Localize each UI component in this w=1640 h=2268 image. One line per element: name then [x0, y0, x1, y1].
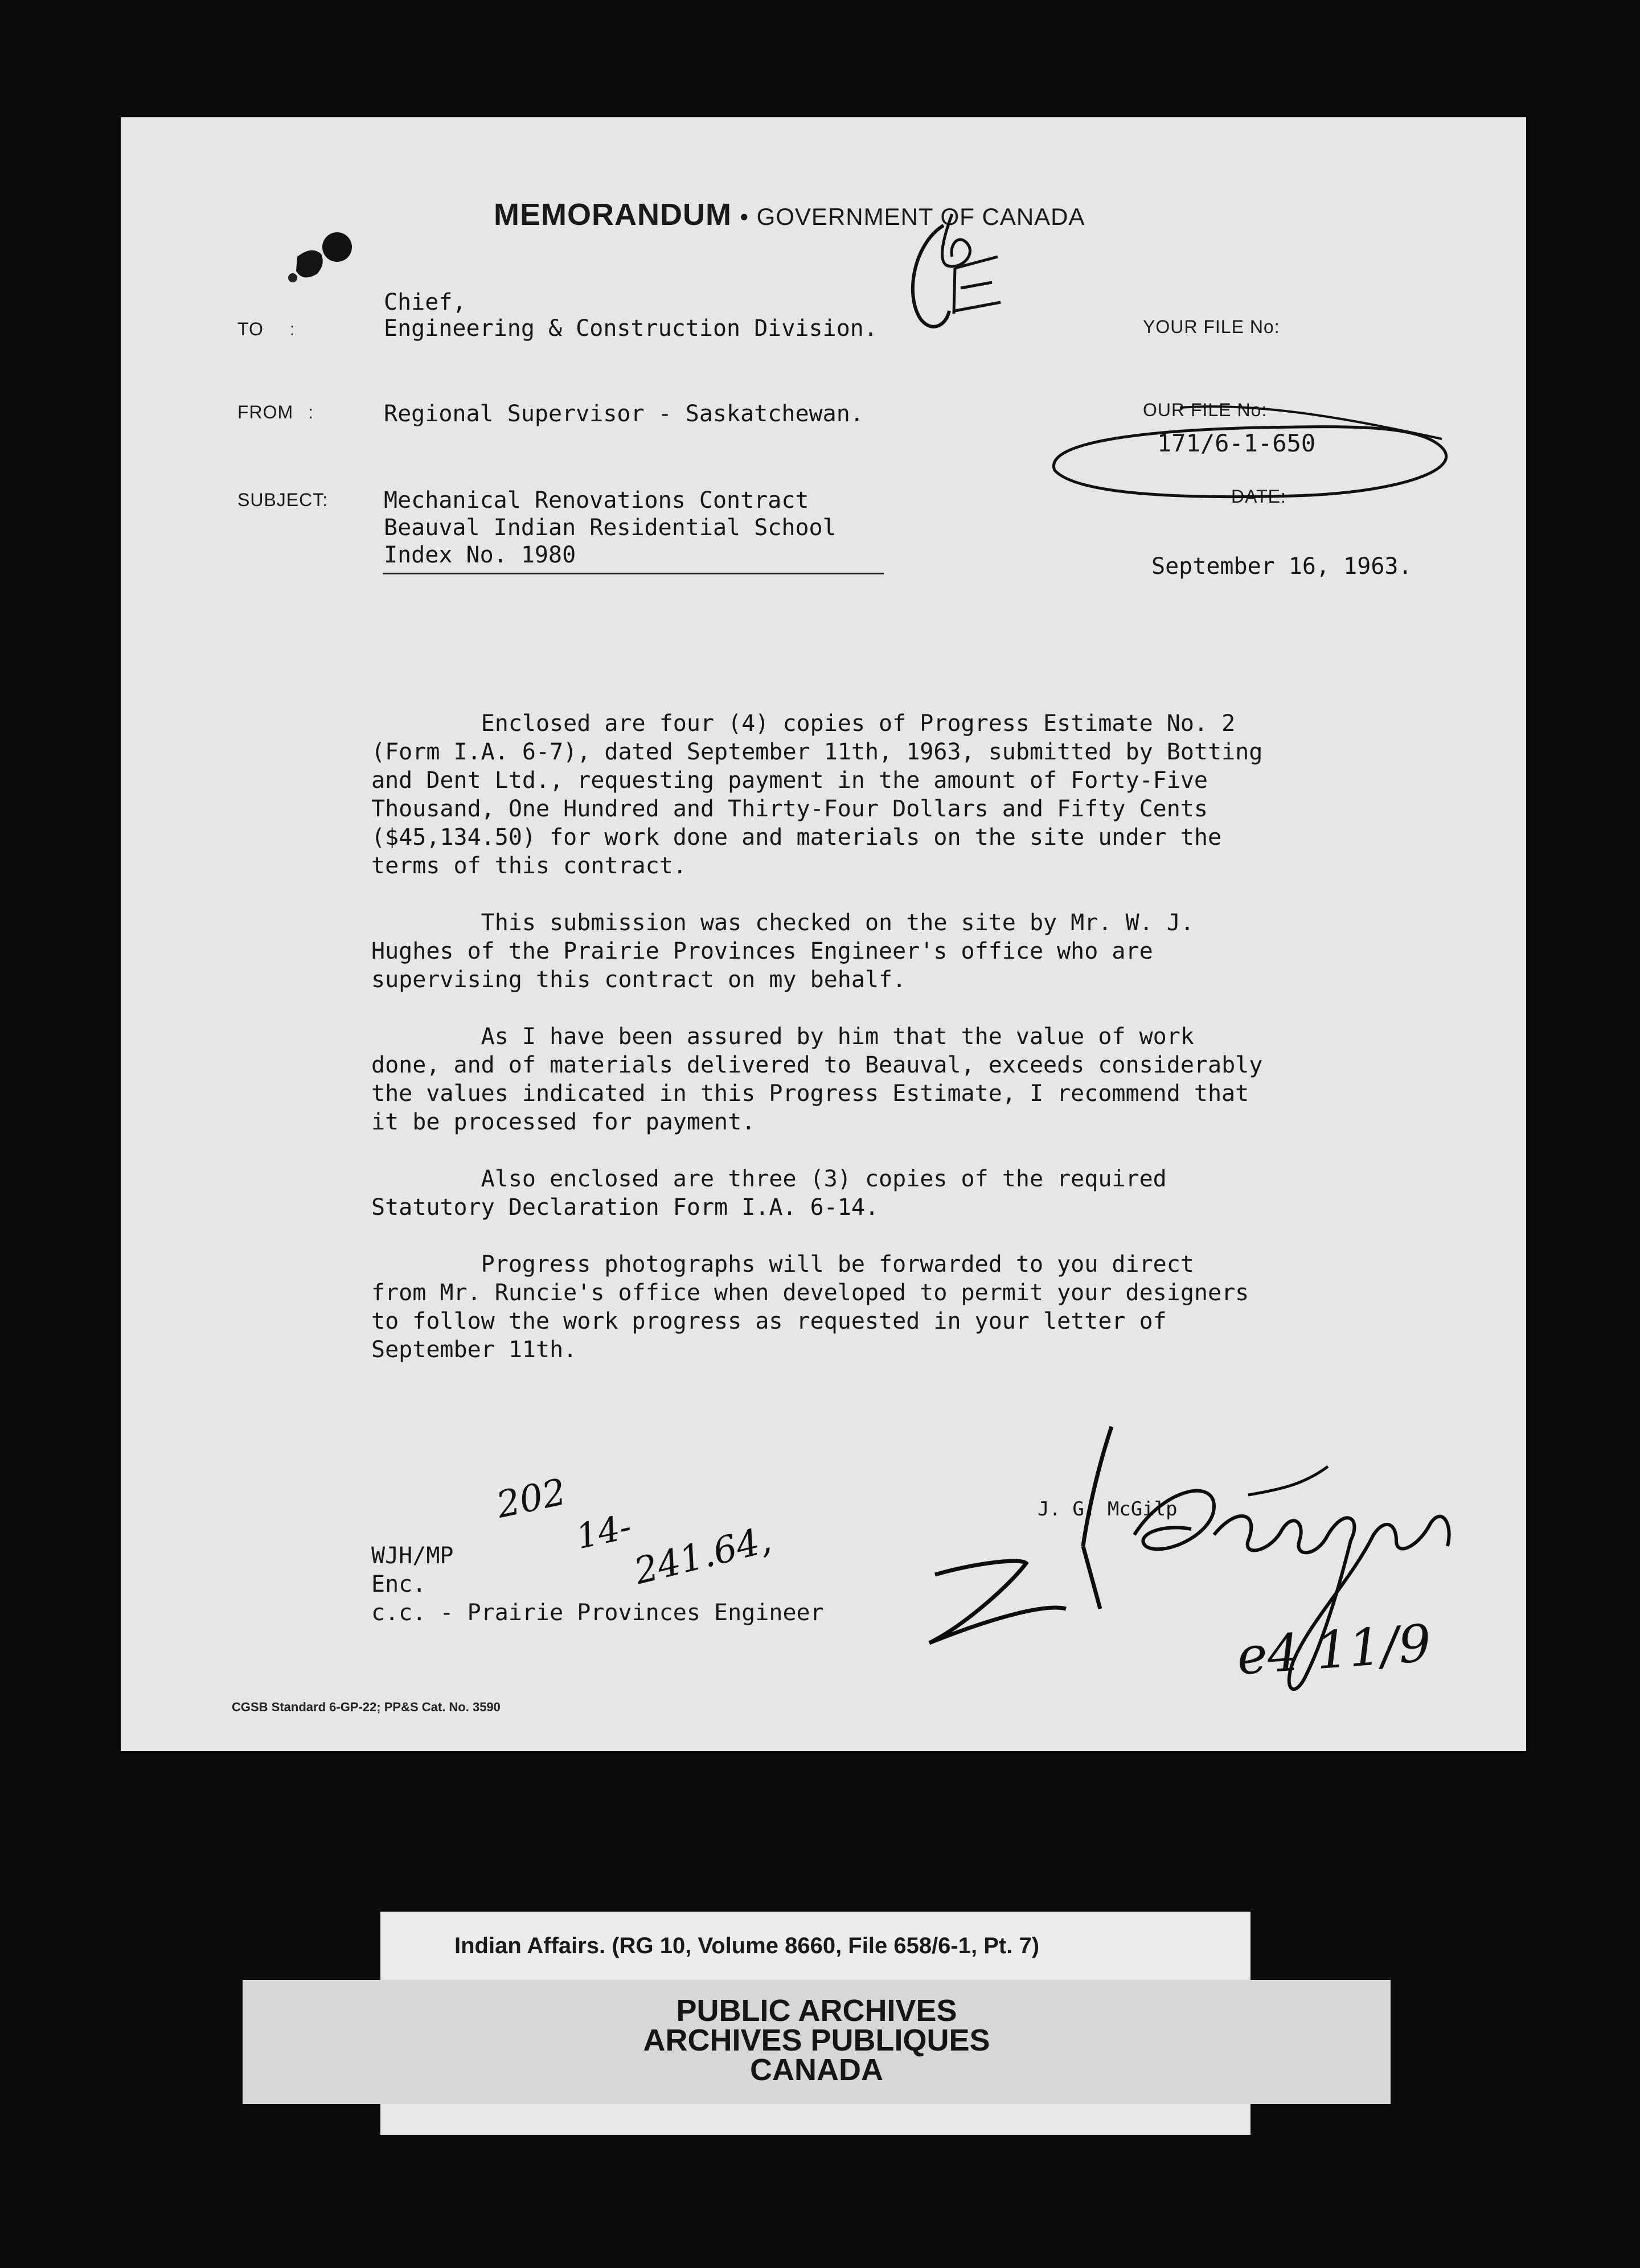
body-paragraph-3 [371, 1022, 1262, 1136]
from-value: Regional Supervisor - Saskatchewan. [384, 401, 864, 427]
date-label: DATE: [1231, 486, 1286, 507]
body-line: September 11th. [371, 1337, 577, 1363]
body-line: As I have been assured by him that the value of work [371, 1024, 1194, 1050]
typed-signatory-name: J. G. McGilp [1038, 1498, 1178, 1521]
body-paragraph-4 [371, 1165, 1262, 1222]
from-label: FROM : [237, 402, 314, 422]
handwritten-number-mid: 14- [572, 1506, 635, 1558]
your-file-label: YOUR FILE No: [1143, 317, 1280, 337]
memo-page [121, 117, 1526, 1751]
government-heading: GOVERNMENT OF CANADA [756, 203, 1085, 230]
body-line: This submission was checked on the site by Mr. W. J. [371, 910, 1194, 936]
archive-stamp-tail [380, 2104, 1250, 2135]
body-line: Progress photographs will be forwarded to you direct [371, 1251, 1194, 1277]
body-paragraph-1 [371, 709, 1262, 880]
body-line: terms of this contract. [371, 853, 687, 879]
body-paragraph-2 [371, 909, 1262, 994]
initials: WJH/MP [371, 1543, 454, 1569]
archive-line-2: ARCHIVES PUBLIQUES [643, 2023, 990, 2057]
our-file-label: OUR FILE No: [1143, 400, 1268, 420]
date-value: September 16, 1963. [1151, 553, 1412, 580]
body-line: Enclosed are four (4) copies of Progress Estimate No. 2 [371, 710, 1236, 737]
subject-underline [383, 573, 884, 574]
body-line: from Mr. Runcie's office when developed to permit your designers [371, 1280, 1249, 1306]
carbon-copy: c.c. - Prairie Provinces Engineer [371, 1600, 824, 1626]
to-label: TO : [237, 319, 296, 339]
archive-line-3: CANADA [750, 2053, 883, 2087]
handwritten-date-note: e4 11/9 [1235, 1613, 1433, 1687]
subject-label: SUBJECT: [237, 490, 329, 510]
body-line: Statutory Declaration Form I.A. 6-14. [371, 1194, 879, 1221]
body-line: to follow the work progress as requested in your letter of [371, 1308, 1167, 1334]
body-line: done, and of materials delivered to Beauval, exceeds considerably [371, 1052, 1263, 1078]
body-paragraph-5 [371, 1250, 1262, 1364]
file-number-oval [1032, 385, 1476, 510]
to-line-1: Chief, [384, 289, 466, 315]
archive-stamp [243, 1980, 1391, 2104]
body-line: ($45,134.50) for work done and materials on the site under the [371, 824, 1222, 850]
our-file-number: 171/6-1-650 [1157, 429, 1316, 457]
archive-line-1: PUBLIC ARCHIVES [676, 1994, 957, 2028]
body-line: Also enclosed are three (3) copies of the required [371, 1166, 1167, 1192]
memo-body [371, 709, 1262, 1392]
header-separator: • [740, 203, 749, 230]
body-line: supervising this contract on my behalf. [371, 967, 907, 993]
archive-reference: Indian Affairs. (RG 10, Volume 8660, File 658/6-1, Pt. 7) [454, 1933, 1040, 1958]
to-line-2: Engineering & Construction Division. [384, 315, 878, 342]
subject-line-3: Index No. 1980 [384, 542, 576, 568]
body-line: (Form I.A. 6-7), dated September 11th, 1963, submitted by Botting [371, 739, 1263, 765]
subject-line-2: Beauval Indian Residential School [384, 515, 837, 541]
handwritten-ce-mark [892, 203, 1006, 334]
body-line: and Dent Ltd., requesting payment in the amount of Forty-Five [371, 767, 1208, 794]
handwritten-number-bottom: 241.64, [630, 1518, 776, 1593]
enclosure: Enc. [371, 1571, 427, 1597]
body-line: it be processed for payment. [371, 1109, 756, 1135]
ink-blot [286, 231, 354, 294]
body-line: the values indicated in this Progress Estimate, I recommend that [371, 1080, 1249, 1107]
memo-title: MEMORANDUM [494, 198, 732, 232]
body-line: Hughes of the Prairie Provinces Engineer's office who are [371, 938, 1153, 964]
form-code: CGSB Standard 6-GP-22; PP&S Cat. No. 3590 [232, 1700, 501, 1714]
body-line: Thousand, One Hundred and Thirty-Four Dollars and Fifty Cents [371, 796, 1208, 822]
subject-line-1: Mechanical Renovations Contract [384, 487, 809, 513]
archive-reference-label [380, 1912, 1250, 1981]
handwritten-number-top: 202 [493, 1471, 570, 1527]
